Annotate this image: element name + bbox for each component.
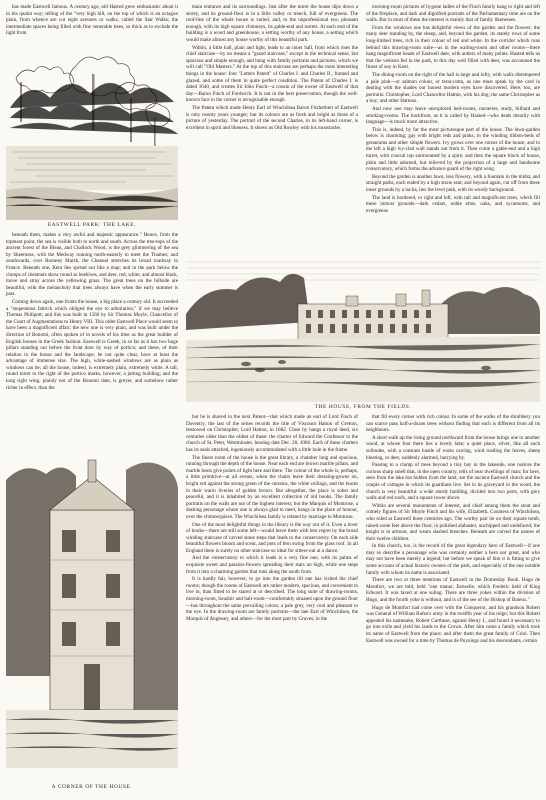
paragraph: Within are several monuments of interest, and chief among them the stout and comely figures of Sir Moyle Finch and his wife, Elizabeth, Countess of Winchilsea, who ruled at Eastwell three centuries ago. The worthy pair lie on their square tomb, raised some feet above the floor, in polished alabaster, unchipped and undefaced; the knight is in armour, and wears slashed breeches. Beneath are carved the names of their twelve children. [366,502,540,542]
paragraph: In this church, too, is the record of the great legendary hero of Eastwell—if one may so describe a personage who was certainly neither a hero nor great, and who may not have been merely a legend; but before we speak of him it is fitting to give some account of actual historic owners of the park, and especially of the one notable family with whom its name is associated. [366,543,540,576]
paragraph: There are two or three mentions of Eastwell in the Domesday Book. Hugo de Montfort, we are told, held "one manor, Estwelle, which Frederic held of King Edward. It was taxed at one suling. There are three yokes within the division of Hugo, and the fourth yoke is without, and is of the see of the Bishop of Baieux." [366,577,540,604]
paragraph: It is hardly fair, however, to go into the garden till one has visited the chief rooms; though the rooms of Eastwell are rather modern, spacious, and convenient to live in, than fitted to be stared at or described. The long suite of drawing-rooms, morning-room, boudoir and ball-room—comfortably situated upon the ground floor—has throughout the same prevailing colour, a pale grey, very cool and pleasant to the eye. In the drawing-room are family portraits—the late Earl of Winchilsea, the Marquis of Anglesey, and others—for the most part by Graves; in the [186,576,358,622]
paragraph: Passing to a clump of trees beyond a tiny bay in the lakeside, one notices the curious sharp smell that, in the open country, tells of near dwellings of man; for here, seen from the lake but hidden from the land, are the ancient Eastwell church and the couple of cottages in which its guardians live. Set in its graveyard in the wood, the church is very beautiful: a wide sturdy building, divided into two parts, with grey walls and red roofs, and a square tower above. [366,462,540,502]
lake-illustration [6,48,178,220]
column-top-right [366,4,540,248]
column-bottom-middle [186,414,358,796]
paragraph: And now one may leave unexplored bed-rooms, nurseries, study, billiard and smoking-rooms. The backfront, as it is called by Hasted—who deals drearily with language—is much more attractive. [366,105,540,126]
paragraph: that fill every corner with rich colour. In some of the walks of the shrubbery you can scarce pass half-a-dozen trees without finding that each is different from all its neighbours. [366,414,540,434]
column-top-left-below [6,232,178,446]
paragraph: This is, indeed, by far the most picturesque part of the house. The lawn-garden below is charming; gay with bright reds and pinks, in the winding ribbon-beds of geraniums and other simple flowers. Ivy grows over one corner of the house, and to the left a high ivy-clad wall stands out from it. Then come a gable-end and a high turret, with conical top surmounted by a spire; and then the square block of house, plain and little adorned, but relieved by the projection of a large and handsome conservatory, which forms the advance guard of the right wing. [366,126,540,173]
paragraph: morning-room pictures of bygone ladies of the Finch family hang to right and left of the fireplace, and dark and dignified portraits of the Parliamentary time are on the walls. But in most of these the interest is mainly that of family likenesses. [366,4,540,24]
house-corner-caption: A CORNER OF THE HOUSE. [51,784,133,790]
paragraph: The land is bordered, to right and left, with tall and magnificent trees, which fill these inmost grounds—dark cedars, noble elms, oaks, and sycamores, and evergreens [366,194,540,214]
paragraph: Within, a little hall, plain and light, leads to an inner hall, from which rises the chief staircase—by no means a "grand staircase," except in the technical sense, but spacious and simple enough, and hung with family portraits and pictures, which we will call "Old Masters." At the top of this staircase are perhaps the most interesting things in the house: four "Letters Patent" of Charles I. and Charles II., framed and glazed, and some of them in quite perfect condition. The Patent of Charles I. is dated 1640, and creates Sir John Finch—a cousin of the owner of Eastwell of that day—Baron Finch of Fordwich. It is not in the best preservation, though the well-known face in the corner is recognisable enough. [186,44,358,104]
paragraph: Hugo de Montfort had come over with the Conqueror, and his grandson Robert was General of William Rufus's army in the twelfth year of his reign; but this Robert appealed his namesake, Robert Curthose, against Henry I., and found it necessary to go into exile and yield his lands to the Crown. After him came a family which took its name of Eastwell from the place; and after them the great family of Criol. Then Eastwell was owned for a time by Thomas de Poynings and his descendants, certain [366,604,540,644]
paragraph: beneath them, makes a very awful and majestic appearance." Hence, from the topmost point, the sea is visible both to north and south. Across the tree-tops of the ancient forest of the Blean, and Challock Wood, is the grey glimmering of the sea by Sheerness, with the Medway running north-easterly to meet the Thames; and southwards, over Romney Marsh, the Channel stretches its broad roadway to France. Beneath one, Kent lies spread out like a map; and in the park below the clumps of chestnuts show round as beehives, and deer, red, white, and almost black, move and stray across the yellowing grass. The great trees on the hillside are beautiful, with the melancholy that trees always have when the early summer is past. [6,232,178,298]
paragraph: From the windows one has delightful views of the garden and the flowers; the many deer standing by, the sheep, and, beyond the garden, its stately rows of some long-limbed trees, rich in their colour of red and white. In the corridor which runs behind this drawing-room suite—as in the waiting-room and other rooms—there hang magnificent heads of Eastwell deer, with antlers of many points. Hasted tells us that the venison fed in the park, to this day well filled with deer, was accounted the finest of any in Kent. [366,24,540,71]
paragraph: A short walk up the rising ground northward from the house brings one to another wood, at whose foot there lies a lovely lake; a quiet place, silver, like all such solitudes, with a constant hustle of rooks cawing, wind rustling the leaves, sheep bleating, or deer, suddenly alarmed, hurrying by. [366,434,540,461]
paragraph: but he is shaved in the next Patent—that which made an earl of Lord Finch of Daventry, the last of the series records the title of Viscount Hatton of Gretton, bestowed on Christopher, Lord Hatton, in 1682. Close by hangs a royal deed, six centuries older than the oldest of these: the charter of Edward the Confessor to the church of St. Peter, Westminster, bearing date Dec. 28, 1066. Each of these charters has its seals attached, ingeniously accommodated with a little hole in the frame. [186,414,358,453]
paragraph: Beyond the garden is another lawn, less flowery, with a fountain in the midst, and straight paths, each ended by a high stone seat; and beyond again, cut off from these inner grounds by a ha-ha, lies the level park, with its woody background. [366,173,540,194]
paragraph: The dining-room on the right of the hall is large and lofty, with walls distempered a pale pink—or salmon colour, or terra-cotta, as one must speak by the card in dealing with the shades our honest modern eyes have discovered. Here, too, are portraits: Christopher, Lord Chancellor Hatton, with his dog; the same Christopher as a boy; and other Hattons. [366,71,540,105]
house-corner-illustration [6,450,178,780]
column-top-middle [186,4,358,248]
lake-caption: EASTWELL PARK: THE LAKE. [47,222,137,228]
column-top-left-above [6,4,178,46]
paragraph: One of the most delightful things in the library is the way out of it. Even a lover of books—there are still some left—would leave them with less regret by the broad winding staircase of carved stone steps that leads to the conservatory. On each side beautiful flowers bloom and scent, and pots of fern swing from the glass roof. In all England there is surely no other staircase so ideal for sitters-out at a dance. [186,521,358,554]
paragraph: And the conservatory to which it leads is a very fine one, with its palms of exquisite sweet and passion-flowers spreading their stars on high, while one steps from it into a charming garden that runs along the south front. [186,555,358,575]
house-from-fields-illustration [186,252,540,402]
paragraph: has made Eastwell famous. A century ago, old Hasted grew enthusiastic about it in his quaint way; telling of the "very high hill, on the top of which is an octagon plain, from whence are cut eight avenues or walks, called the Star Walks; the intermediate spaces being filled with fine venerable trees, so thick as to exclude the light from [6,4,178,37]
paragraph: main entrance and its surroundings. Just after the turret the house dips down a storey, and its ground-floor is in a little valley or trench, full of evergreens. The roof-line of the whole house is varied, and, to the unprofessional eye, pleasant enough, with its high square chimneys, its gable-end and turrets. At each end of the building is a wood and greenhouse, a setting worthy of any house, a setting which would make almost any house worthy of this beautiful park. [186,4,358,43]
house-from-fields-caption: THE HOUSE, FROM THE FIELDS. [314,404,412,410]
paragraph: The finest room of the house is the great library, a chamber long and spacious, running through the depth of the house. Near each end are brown marble pillars, and marble busts give points of light here and there. The colour of the whole is, perhaps, a little primitive—at all events, when the chairs leave their dressing-gowns on, bright red against the strong green of the curtains, the white ceilings, and the books in their warm liveries of golden brown. But altogether, the place is sober and peaceful, and it is inhabited by an excellent collection of old books. The family portraits on the walls are not of the highest interest; but the Marquis of Montrose, a dashing personage whom one is always glad to meet, hangs in the place of honour, over the chimneypiece. The Winchilsea family is related by marriage to Montrose. [186,454,358,520]
paragraph: The Patent which made Henry Earl of Winchilsea Baron Fitzherbert of Eastwell is only twenty years younger; but its colours are as fresh and bright as those of a picture of yesterday. The portrait of the second Charles, in its left-hand corner, is excellent in spirit and likeness. It shows us Old Rowley with his moustache, [186,104,358,131]
column-bottom-right [366,414,540,796]
paragraph: Coming down again, one fronts the house, a big place a century old. It succeeded a "stupendous fabrick which obliged the eye to admiration," if we may believe Thomas Philipott; and this was built in 1560 by Sir Thomas Moyle, Chancellor of the Court of Augmentations to Henry VIII. This older Eastwell Place would seem to have been a magnificent affair; the new one is very plain, and was built under the direction of Bonomi, often spoken of in novels of his time as the great builder of English houses in the Greek fashion. Eastwell is Greek, in so far as it has two huge pillars standing out before the front door by way of portico; and these, of their relation to the house and the landscape, be not quite clear, have at least the advantage of immense size. The high, white-sashed windows are as plain as windows can be; all the house, indeed, is extremely plain, extremely white. A tall, round turret to the right of the portico marks, however, a jutting building; and the long right wing, plainly not of the Bonomi date, is greyer, and somehow rather richer in effect, than the [6,298,178,391]
